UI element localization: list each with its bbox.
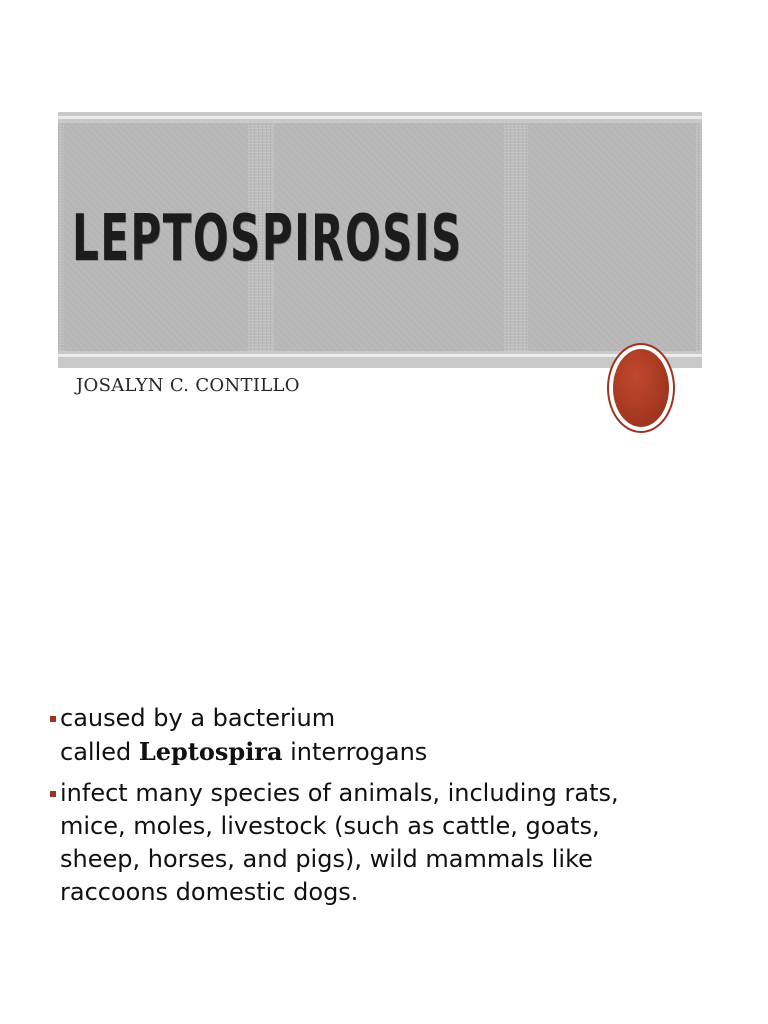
decorative-medallion-icon (607, 343, 675, 433)
square-bullet-icon (50, 716, 56, 722)
banner-bottom-rule (58, 354, 702, 357)
slide-title: LEPTOSPIROSIS (72, 202, 463, 276)
bold-term: Leptospira (138, 737, 283, 766)
square-bullet-icon (50, 791, 56, 797)
list-item (48, 777, 728, 909)
bullet-line (60, 735, 728, 769)
bullet-list (48, 702, 728, 917)
bullet-line: sheep, horses, and pigs), wild mammals like (60, 845, 593, 873)
bullet-line: mice, moles, livestock (such as cattle, goats, (60, 812, 600, 840)
bullet-line: caused by a bacterium (60, 704, 336, 732)
medallion-fill (613, 349, 669, 427)
bullet-text: interrogans (282, 738, 428, 766)
bullet-line: infect many species of animals, including rats, (60, 779, 619, 807)
list-item (48, 702, 728, 769)
banner-top-rule (58, 116, 702, 119)
bullet-line: raccoons domestic dogs. (60, 878, 359, 906)
author-name: JOSALYN C. CONTILLO (76, 375, 300, 396)
banner-panel (528, 123, 696, 351)
bullet-text: called (60, 738, 139, 766)
